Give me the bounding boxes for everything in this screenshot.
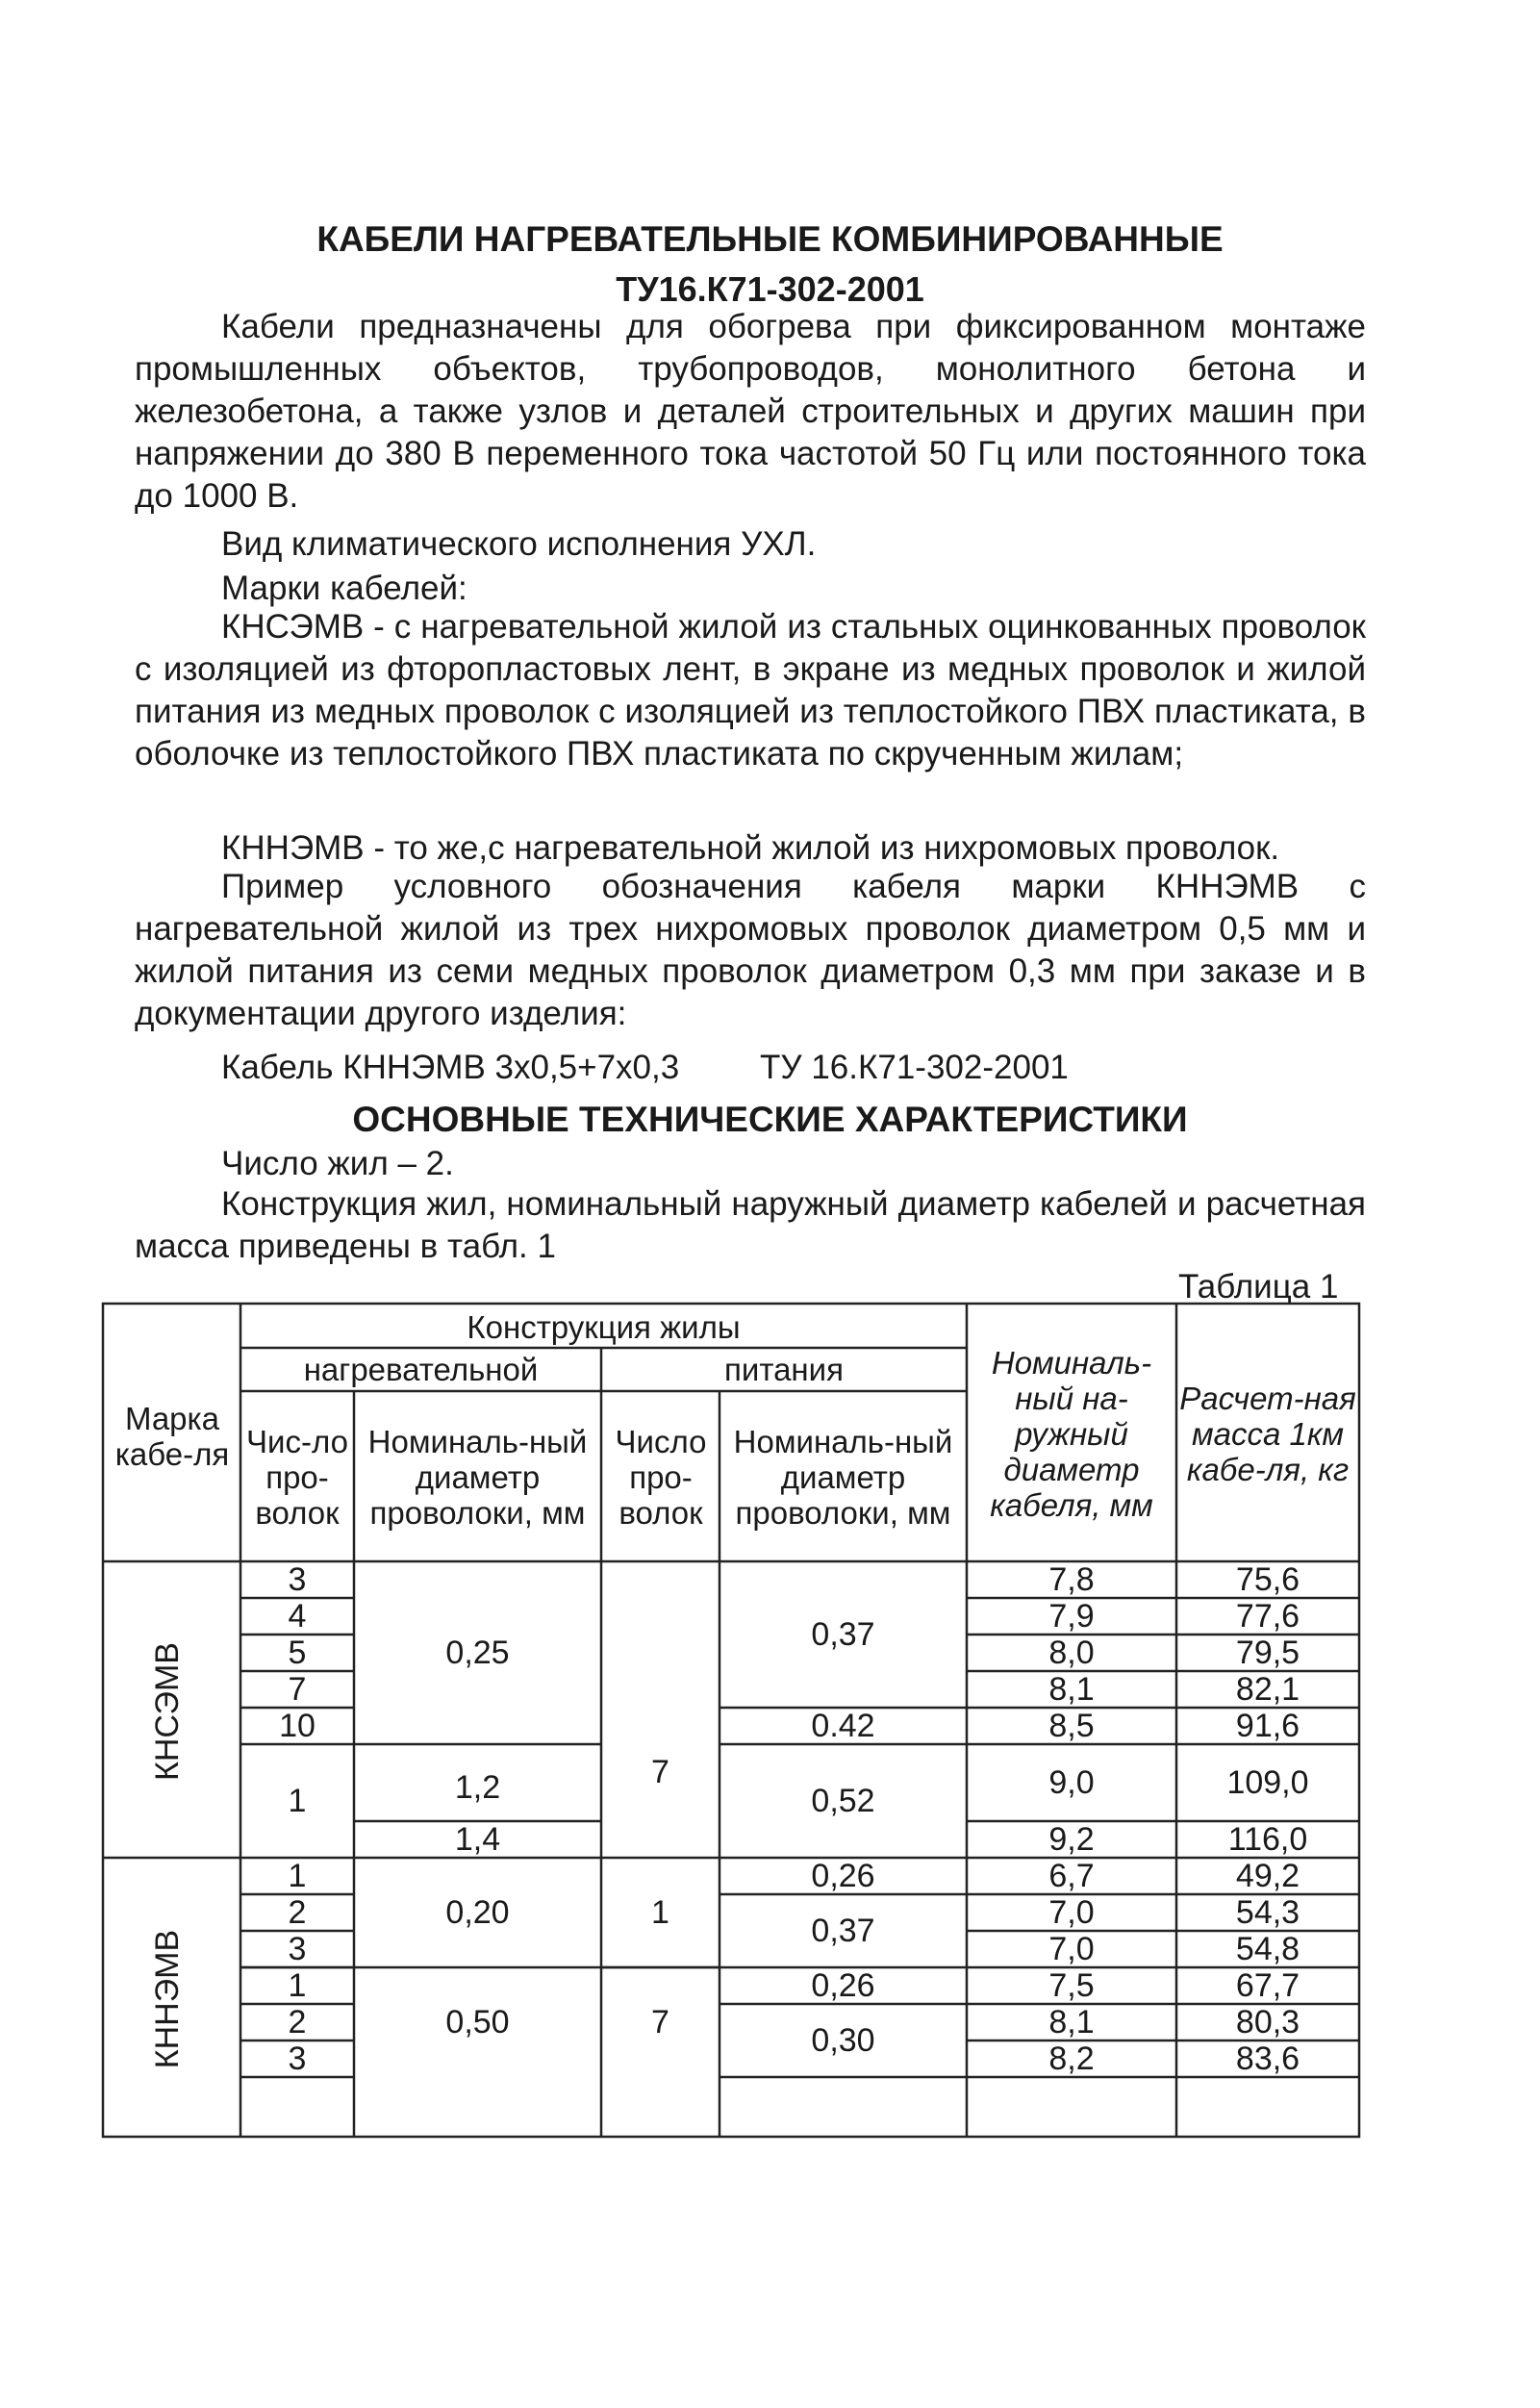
heat-count-cell: 1	[288, 1782, 307, 1819]
supply-diam-cell: 0,30	[811, 2021, 875, 2059]
mass-cell: 67,7	[1235, 1966, 1300, 2004]
heat-diam-cell: 1,2	[454, 1768, 501, 1806]
mass-cell: 82,1	[1235, 1670, 1300, 1708]
supply-diam-cell: 0.42	[811, 1707, 875, 1744]
mass-cell: 54,8	[1235, 1930, 1300, 1967]
outer-diam-cell: 7,9	[1048, 1597, 1095, 1635]
outer-diam-cell: 9,0	[1048, 1763, 1095, 1801]
mass-cell: 54,3	[1235, 1893, 1300, 1931]
outer-diam-cell: 7,0	[1048, 1893, 1095, 1931]
mass-cell: 91,6	[1235, 1707, 1300, 1744]
heat-count-cell: 1	[288, 1857, 307, 1894]
table-caption: Таблица 1	[1178, 1268, 1339, 1305]
heat-diam-cell: 0,20	[445, 1893, 510, 1931]
mass-cell: 79,5	[1235, 1634, 1300, 1671]
example-code: Кабель КННЭМВ 3х0,5+7х0,3	[221, 1049, 680, 1086]
example-paragraph: Пример условного обозначения кабеля марки КННЭМВ с нагревательной жилой из трех нихромовых проволок диаметром 0,5 мм и жилой питания из семи медных проволок диаметром 0,3 мм при заказе и в документации другого изделия:	[135, 868, 1366, 1032]
supply-diam-cell: 0,26	[811, 1857, 875, 1894]
supply-count-cell: 7	[651, 2003, 669, 2040]
outer-diam-cell: 8,2	[1048, 2040, 1095, 2077]
cable-table	[101, 1302, 1361, 2139]
supply-count-cell: 7	[651, 1753, 669, 1790]
mass-cell: 75,6	[1235, 1560, 1300, 1598]
heat-count-cell: 1	[288, 1966, 307, 2004]
heat-count-cell: 5	[288, 1634, 307, 1671]
intro-paragraph: Кабели предназначены для обогрева при фиксированном монтаже промышленных объектов, трубопроводов, монолитного бетона и железобетона, а также узлов и деталей строительных и других машин при напряжении до 380 В переменного тока частотой 50 Гц или постоянного тока до 1000 В.	[135, 308, 1366, 515]
heat-count-cell: 3	[288, 1930, 307, 1967]
header-heating: нагревательной	[303, 1352, 539, 1387]
supply-diam-cell: 0,37	[811, 1615, 875, 1653]
marks-heading: Марки кабелей:	[221, 570, 467, 607]
mass-cell: 116,0	[1227, 1820, 1308, 1858]
mark-kns-paragraph: КНСЭМВ - с нагревательной жилой из стальных оцинкованных проволок с изоляцией из фторопластовых лент, в экране из медных проволок и жилой питания из медных проволок с изоляцией из теплостойкого ПВХ пластиката, в оболочке из теплостойкого ПВХ пластиката по скрученным жилам;	[135, 608, 1366, 773]
header-supply-count: Число про-волок	[615, 1424, 707, 1531]
heat-count-cell: 3	[288, 2040, 307, 2077]
outer-diam-cell: 8,5	[1048, 1707, 1095, 1744]
supply-diam-cell: 0,52	[811, 1782, 875, 1819]
header-supply-diam: Номиналь-ный диаметр проволоки, мм	[733, 1424, 953, 1531]
outer-diam-cell: 9,2	[1048, 1820, 1095, 1858]
header-heat-count: Чис-ло про-волок	[246, 1424, 348, 1531]
outer-diam-cell: 6,7	[1048, 1857, 1095, 1894]
outer-diam-cell: 7,5	[1048, 1966, 1095, 2004]
example-tu: ТУ 16.К71-302-2001	[760, 1049, 1069, 1086]
header-mass: Расчет-ная масса 1км кабе-ля, кг	[1179, 1380, 1356, 1487]
supply-count-cell: 1	[651, 1893, 669, 1931]
header-heat-diam: Номиналь-ный диаметр проволоки, мм	[367, 1424, 588, 1531]
heat-count-cell: 7	[288, 1670, 307, 1708]
group-knnemv: КННЭМВ	[149, 1929, 186, 2069]
header-outer: Номиналь-ный на-ружный диаметр кабеля, мм	[990, 1344, 1153, 1523]
header-mark: Марка кабе-ля	[114, 1401, 230, 1472]
climate-line: Вид климатического исполнения УХЛ.	[221, 525, 817, 563]
mass-cell: 49,2	[1235, 1857, 1300, 1894]
mass-cell: 109,0	[1226, 1763, 1309, 1801]
mass-cell: 83,6	[1235, 2040, 1300, 2077]
cores-line: Число жил – 2.	[221, 1145, 454, 1182]
supply-diam-cell: 0,26	[811, 1966, 875, 2004]
page-title: КАБЕЛИ НАГРЕВАТЕЛЬНЫЕ КОМБИНИРОВАННЫЕ	[316, 219, 1224, 259]
heat-count-cell: 2	[288, 2003, 307, 2040]
outer-diam-cell: 8,0	[1048, 1634, 1095, 1671]
mark-knn-line: КННЭМВ - то же,с нагревательной жилой из нихромовых проволок.	[221, 829, 1280, 867]
header-construction: Конструкция жилы	[467, 1308, 741, 1345]
mass-cell: 77,6	[1235, 1597, 1300, 1635]
mass-cell: 80,3	[1235, 2003, 1300, 2040]
outer-diam-cell: 7,0	[1048, 1930, 1095, 1967]
specs-heading: ОСНОВНЫЕ ТЕХНИЧЕСКИЕ ХАРАКТЕРИСТИКИ	[352, 1100, 1188, 1139]
page-subtitle: ТУ16.К71-302-2001	[616, 269, 924, 309]
heat-diam-cell: 0,25	[445, 1634, 510, 1671]
heat-count-cell: 10	[279, 1707, 316, 1744]
heat-count-cell: 4	[288, 1597, 307, 1635]
outer-diam-cell: 8,1	[1048, 2003, 1095, 2040]
construction-paragraph: Конструкция жил, номинальный наружный диаметр кабелей и расчетная масса приведены в табл. 1	[135, 1185, 1366, 1265]
group-knsemv: КНСЭМВ	[149, 1642, 186, 1781]
supply-diam-cell: 0,37	[811, 1912, 875, 1949]
heat-diam-cell: 0,50	[445, 2003, 510, 2040]
heat-diam-cell: 1,4	[454, 1820, 501, 1858]
header-supply: питания	[724, 1352, 844, 1387]
heat-count-cell: 2	[288, 1893, 307, 1931]
outer-diam-cell: 8,1	[1048, 1670, 1095, 1708]
outer-diam-cell: 7,8	[1048, 1560, 1095, 1598]
heat-count-cell: 3	[288, 1560, 307, 1598]
